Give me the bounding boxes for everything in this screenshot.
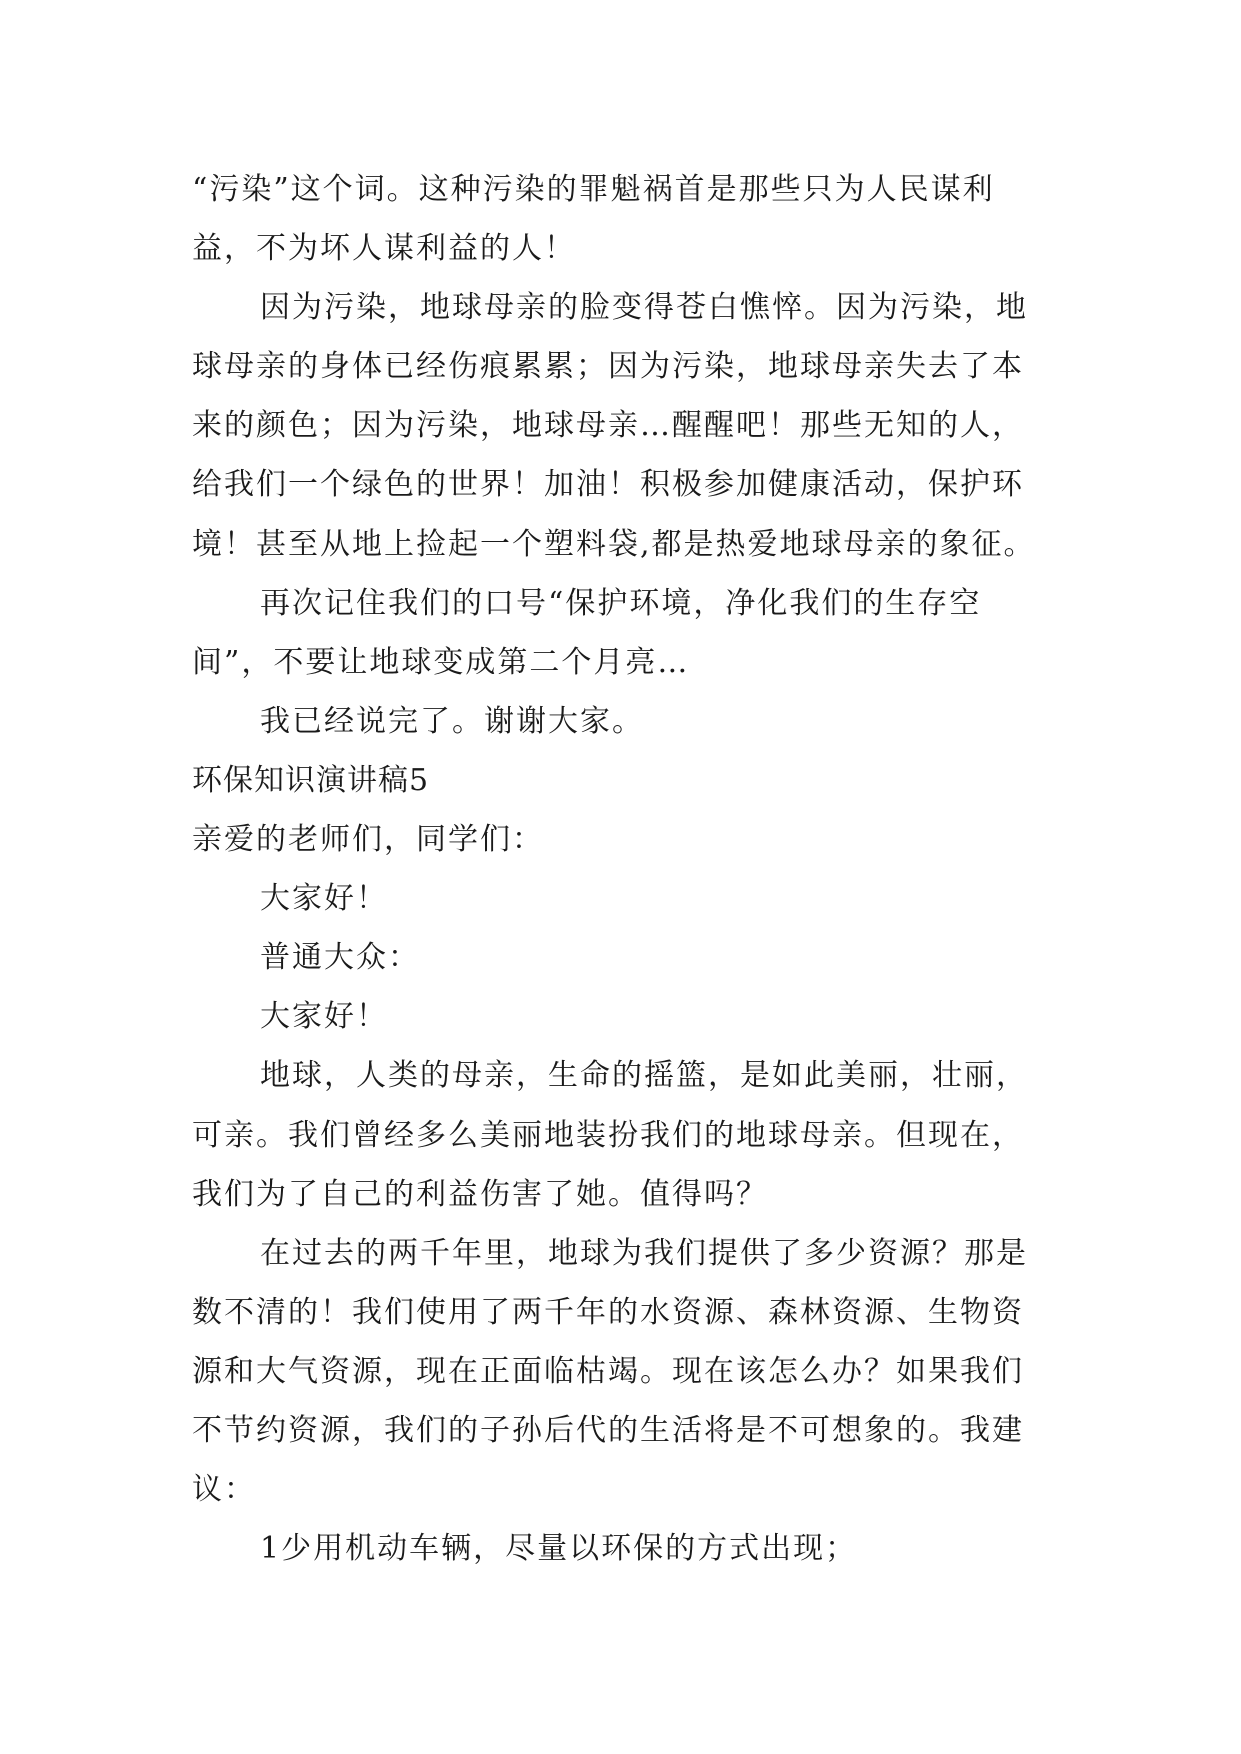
greeting-line: 大家好！ (260, 999, 388, 1035)
text-line: 不节约资源，我们的子孙后代的生活将是不可想象的。我建 (192, 1412, 1024, 1448)
text-line: 间”，不要让地球变成第二个月亮… (192, 644, 690, 680)
text-line: “污染”这个词。这种污染的罪魁祸首是那些只为人民谋利 (192, 172, 995, 207)
greeting-line: 大家好！ (260, 881, 388, 917)
text-line: 在过去的两千年里，地球为我们提供了多少资源？那是 (260, 1235, 1028, 1271)
text-line: 因为污染，地球母亲的脸变得苍白憔悴。因为污染，地 (260, 290, 1028, 326)
text-line: 益，不为坏人谋利益的人！ (192, 231, 576, 267)
text-line: 可亲。我们曾经多么美丽地装扮我们的地球母亲。但现在， (192, 1117, 1024, 1153)
text-line: 给我们一个绿色的世界！加油！积极参加健康活动，保护环 (192, 467, 1024, 503)
document-body (192, 160, 1072, 1578)
text-line: 再次记住我们的口号“保护环境，净化我们的生存空 (260, 585, 982, 621)
text-line: 议： (192, 1472, 256, 1508)
text-line: 地球，人类的母亲，生命的摇篮，是如此美丽，壮丽， (260, 1058, 1028, 1094)
salutation-line: 亲爱的老师们，同学们： (192, 822, 544, 858)
text-line: 我已经说完了。谢谢大家。 (260, 703, 644, 739)
text-line: 源和大气资源，现在正面临枯竭。现在该怎么办？如果我们 (192, 1353, 1024, 1389)
list-item: 1少用机动车辆，尽量以环保的方式出现； (260, 1531, 858, 1567)
section-heading: 环保知识演讲稿5 (192, 762, 430, 798)
text-line: 普通大众： (260, 940, 420, 976)
text-line: 境！甚至从地上捡起一个塑料袋,都是热爱地球母亲的象征。 (192, 526, 1036, 562)
text-line: 数不清的！我们使用了两千年的水资源、森林资源、生物资 (192, 1294, 1024, 1330)
text-line: 球母亲的身体已经伤痕累累；因为污染，地球母亲失去了本 (192, 349, 1024, 385)
text-line: 我们为了自己的利益伤害了她。值得吗？ (192, 1176, 768, 1212)
text-line: 来的颜色；因为污染，地球母亲…醒醒吧！那些无知的人， (192, 408, 1024, 444)
